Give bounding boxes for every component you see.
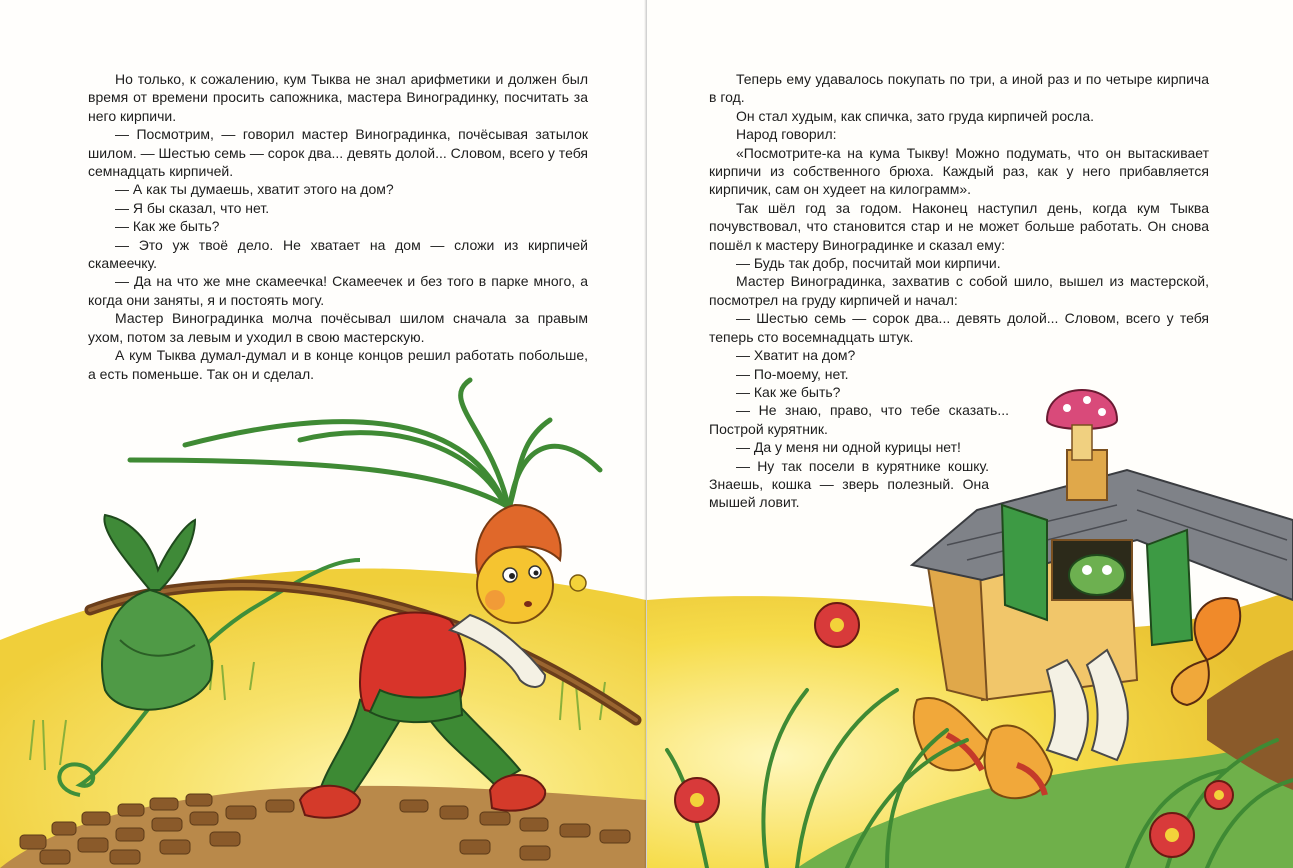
paragraph: — Как же быть?: [115, 218, 220, 235]
paragraph: Так шёл год за годом. Наконец наступил день, когда кум Тыква почувствовал, что становится стар и не может больше работать. Он снова пошёл к мастеру Виноградинке и сказал ему:: [709, 199, 1209, 253]
paragraph: Народ говорил:: [736, 126, 837, 143]
paragraph: — Это уж твоё дело. Не хватает на дом — сложи из кирпичей скамеечку.: [88, 236, 588, 272]
paragraph: — Будь так добр, посчитай мои кирпичи.: [736, 255, 1001, 272]
paragraph: — А как ты думаешь, хватит этого на дом?: [115, 181, 394, 198]
paragraph: Мастер Виноградинка молча почёсывал шилом сначала за правым ухом, потом за левым и уходил в свою мастерскую.: [88, 310, 588, 345]
left-page: [0, 0, 646, 868]
paragraph: — Ну так посели в курятнике кошку. Знаешь, кошка — зверь полезный. Она мышей ловит.: [709, 457, 989, 511]
paragraph: — Да у меня ни одной курицы нет!: [736, 439, 961, 456]
paragraph: — По-моему, нет.: [736, 365, 849, 382]
onion-sprouts: [130, 380, 600, 505]
paragraph: Мастер Виноградинка, захватив с собой шило, вышел из мастерской, посмотрел на груду кирпичей и начал:: [709, 273, 1209, 308]
right-page-text: [709, 70, 1209, 512]
paragraph: А кум Тыква думал-думал и в конце концов решил работать побольше, а есть поменьше. Так он и сделал.: [88, 347, 588, 382]
paragraph: — Как же быть?: [736, 383, 841, 400]
paragraph: Но только, к сожалению, кум Тыква не знал арифметики и должен был время от времени просить сапожника, мастера Виноградинку, посчитать за него кирпичи.: [88, 71, 588, 124]
paragraph: — Посмотрим, — говорил мастер Виноградинка, почёсывая затылок шилом. — Шестью семь — сорок два... девять долой... Словом, всего у тебя семнадцать кирпичей.: [88, 126, 588, 180]
paragraph: — Хватит на дом?: [736, 347, 856, 364]
right-page: [647, 0, 1293, 868]
paragraph: — Не знаю, право, что тебе сказать... Построй курятник.: [709, 402, 1009, 437]
paragraph: Он стал худым, как спичка, зато груда кирпичей росла.: [736, 107, 1094, 124]
paragraph: Теперь ему удавалось покупать по три, а иной раз и по четыре кирпича в год.: [709, 71, 1209, 106]
paragraph: — Шестью семь — сорок два... девять долой... Словом, всего у тебя теперь сто восемнадцать штук.: [709, 310, 1209, 345]
paragraph: — Я бы сказал, что нет.: [115, 199, 270, 216]
left-page-text: [88, 70, 588, 383]
paragraph: — Да на что же мне скамеечка! Скамеечек и без того в парке много, а когда они заняты, я и постоять могу.: [88, 273, 588, 308]
paragraph: «Посмотрите-ка на кума Тыкву! Можно подумать, что он вытаскивает кирпичи из собственного брюха. Каждый раз, как у него прибавляется кирпичик, сам он худеет на килограмм».: [709, 144, 1209, 198]
